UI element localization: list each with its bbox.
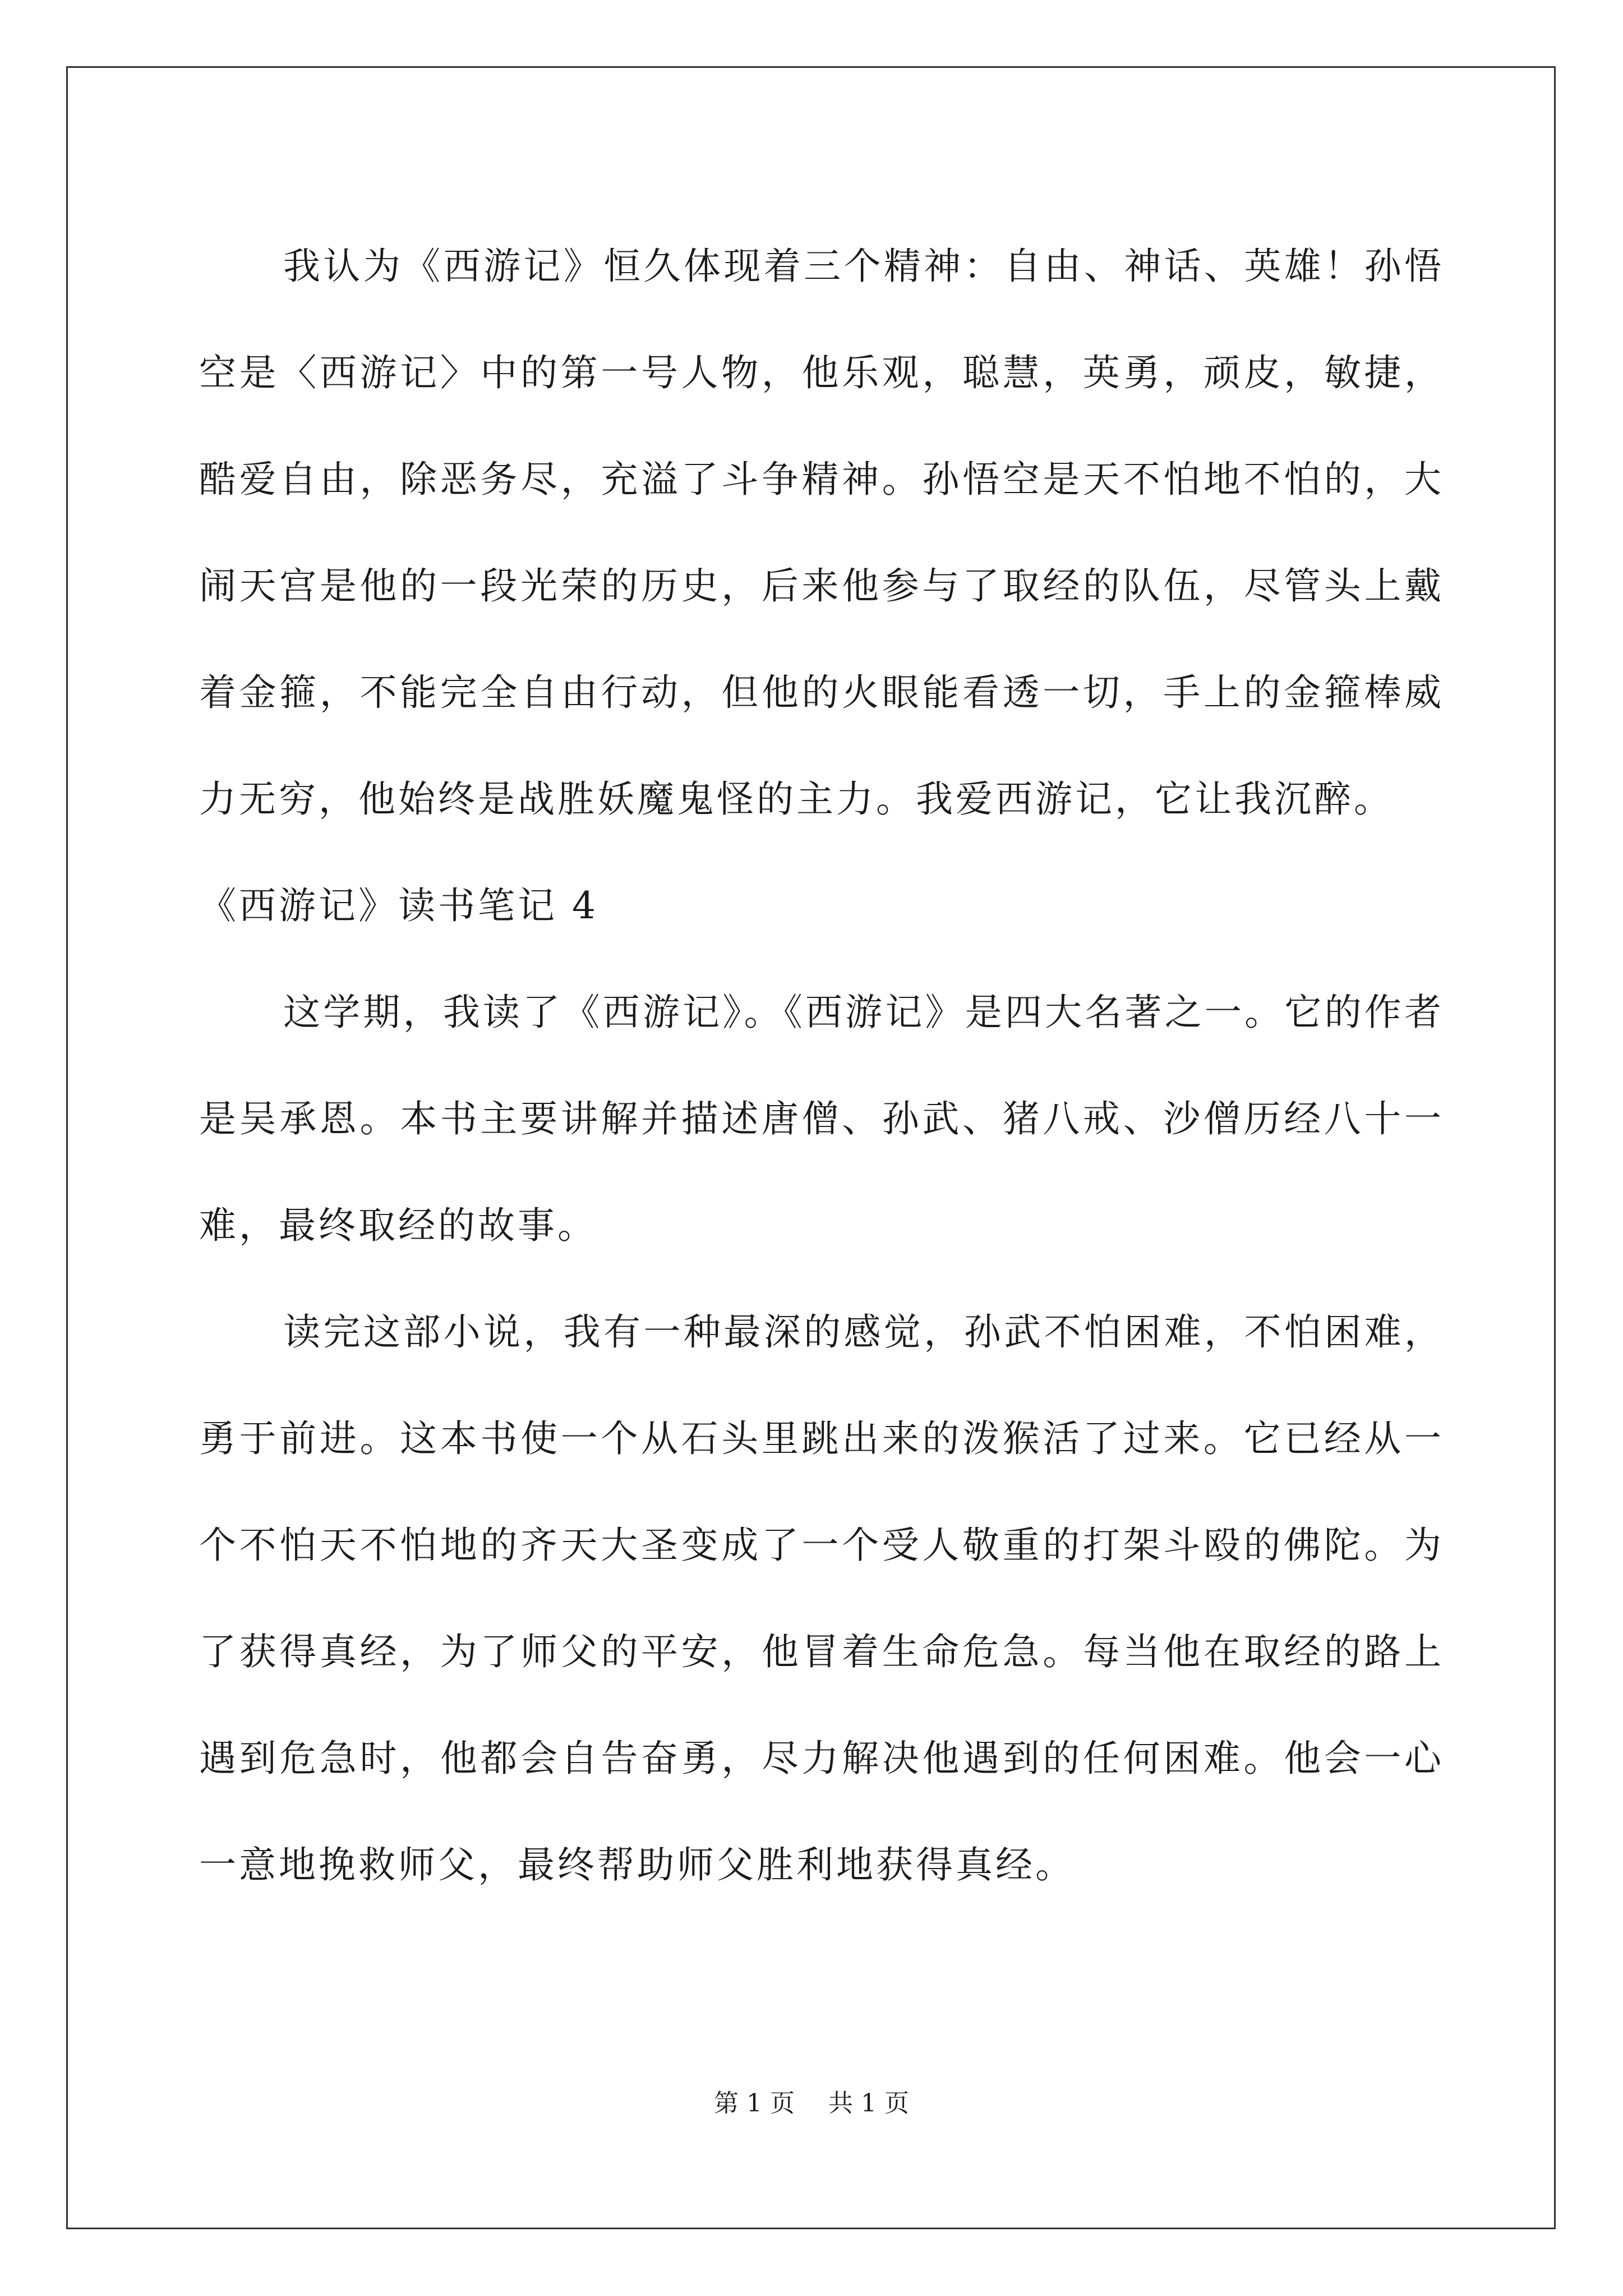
section-heading: 《西游记》读书笔记 4	[199, 884, 598, 927]
page-footer	[0, 2087, 1623, 2120]
body-paragraph-1: 我认为《西游记》恒久体现着三个精神：自由、神话、英雄！孙悟空是〈西游记〉中的第一号人物，他乐观，聪慧，英勇，顽皮，敏捷，酷爱自由，除恶务尽，充溢了斗争精神。孙悟空是天不怕地不怕的，大闹天宫是他的一段光荣的历史，后来他参与了取经的队伍，尽管头上戴着金箍，不能完全自由行动，但他的火眼能看透一切，手上的金箍棒威力无穷，他始终是战胜妖魔鬼怪的主力。我爱西游记，它让我沉醉。	[199, 245, 1444, 821]
document-body	[199, 213, 1444, 1918]
body-paragraph-2: 这学期，我读了《西游记》。《西游记》是四大名著之一。它的作者是吴承恩。本书主要讲解并描述唐僧、孙武、猪八戒、沙僧历经八十一难，最终取经的故事。	[199, 991, 1444, 1247]
body-paragraph-3: 读完这部小说，我有一种最深的感觉，孙武不怕困难，不怕困难，勇于前进。这本书使一个从石头里跳出来的泼猴活了过来。它已经从一个不怕天不怕地的齐天大圣变成了一个受人敬重的打架斗殴的佛陀。为了获得真经，为了师父的平安，他冒着生命危急。每当他在取经的路上遇到危急时，他都会自告奋勇，尽力解决他遇到的任何困难。他会一心一意地挽救师父，最终帮助师父胜利地获得真经。	[199, 1310, 1444, 1887]
page-number-current: 第 1 页	[714, 2089, 795, 2118]
page-number-total: 共 1 页	[828, 2089, 909, 2118]
